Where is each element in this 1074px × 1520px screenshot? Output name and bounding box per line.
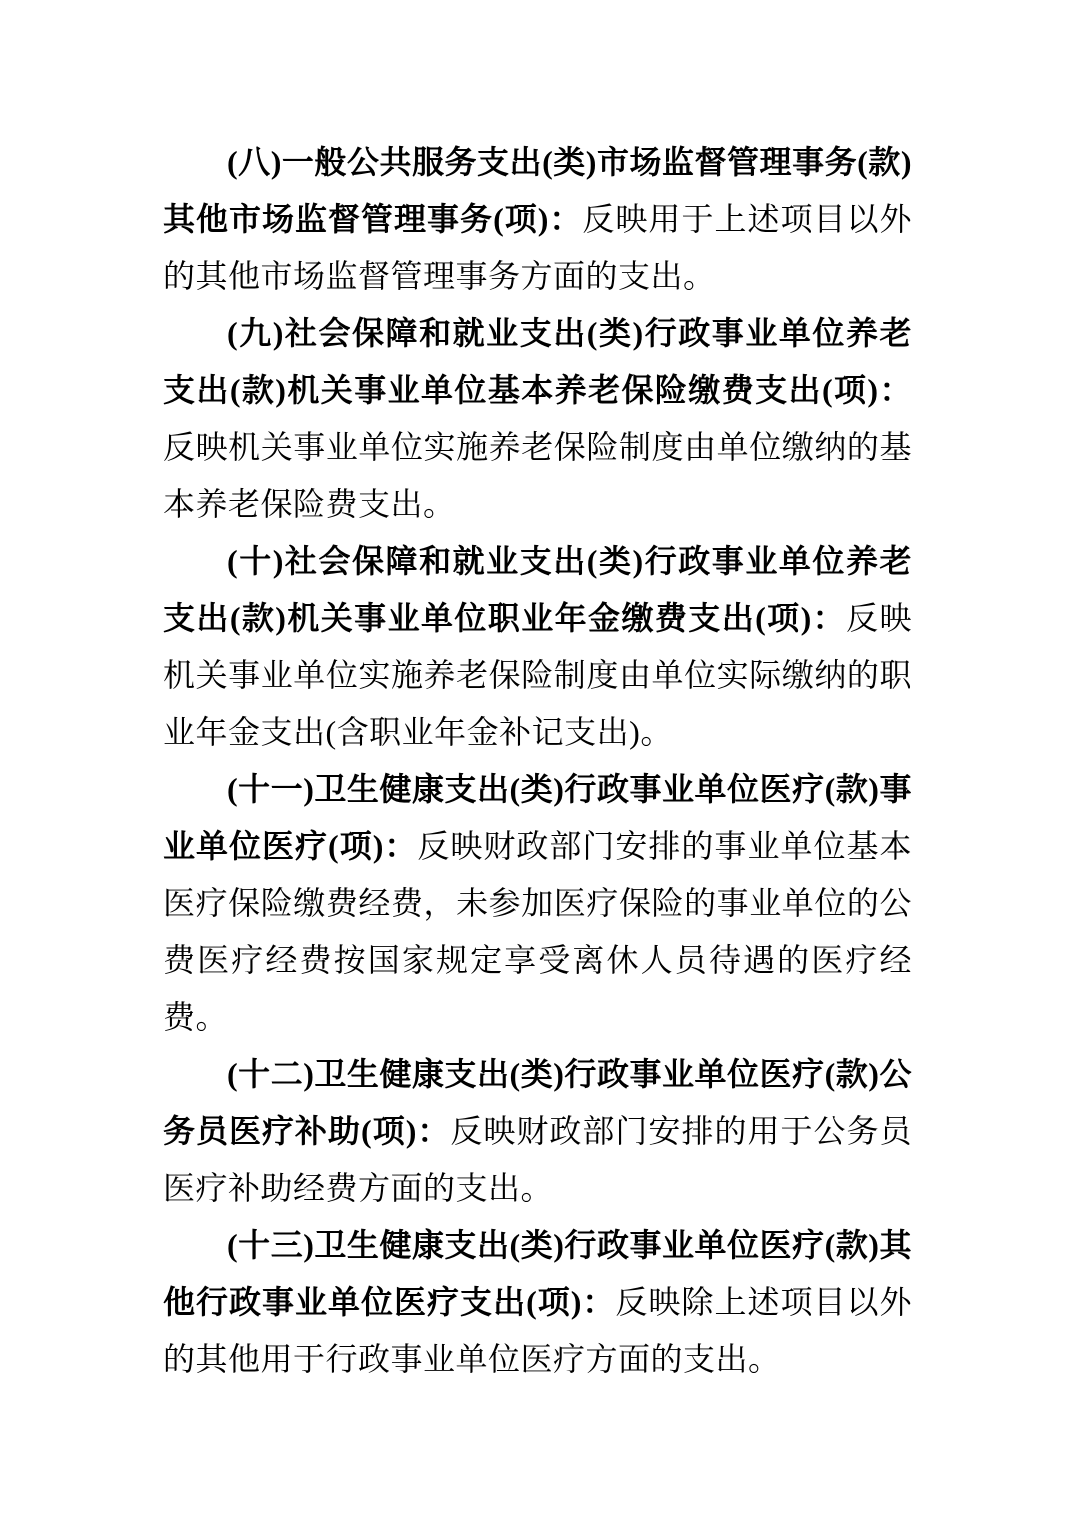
- document-text-block: [163, 134, 912, 1388]
- clause-body: 反映财政部门安排的用于公务员医疗补助经费方面的支出。: [163, 1113, 912, 1206]
- clause-heading: (十一)卫生健康支出(类)行政事业单位医疗(款)事业单位医疗(项)：: [163, 771, 912, 864]
- paragraph-item-9: [163, 305, 912, 533]
- clause-heading: (十)社会保障和就业支出(类)行政事业单位养老支出(款)机关事业单位职业年金缴费支出(项)：: [163, 543, 912, 636]
- paragraph-item-11: [163, 761, 912, 1046]
- paragraph-item-13: [163, 1217, 912, 1388]
- paragraph-item-12: [163, 1046, 912, 1217]
- clause-body: 反映除上述项目以外的其他用于行政事业单位医疗方面的支出。: [163, 1284, 912, 1377]
- paragraph-item-8: [163, 134, 912, 305]
- clause-heading: (九)社会保障和就业支出(类)行政事业单位养老支出(款)机关事业单位基本养老保险缴费支出(项)：: [163, 315, 912, 408]
- clause-heading: (十二)卫生健康支出(类)行政事业单位医疗(款)公务员医疗补助(项)：: [163, 1056, 912, 1149]
- clause-body: 反映财政部门安排的事业单位基本医疗保险缴费经费，未参加医疗保险的事业单位的公费医疗经费按国家规定享受离休人员待遇的医疗经费。: [163, 828, 912, 1035]
- clause-body: 反映用于上述项目以外的其他市场监督管理事务方面的支出。: [163, 201, 912, 294]
- clause-body: 反映机关事业单位实施养老保险制度由单位实际缴纳的职业年金支出(含职业年金补记支出)。: [163, 600, 912, 750]
- clause-body: 反映机关事业单位实施养老保险制度由单位缴纳的基本养老保险费支出。: [163, 429, 912, 522]
- clause-heading: (八)一般公共服务支出(类)市场监督管理事务(款)其他市场监督管理事务(项)：: [163, 144, 912, 237]
- clause-heading: (十三)卫生健康支出(类)行政事业单位医疗(款)其他行政事业单位医疗支出(项)：: [163, 1227, 912, 1320]
- paragraph-item-10: [163, 533, 912, 761]
